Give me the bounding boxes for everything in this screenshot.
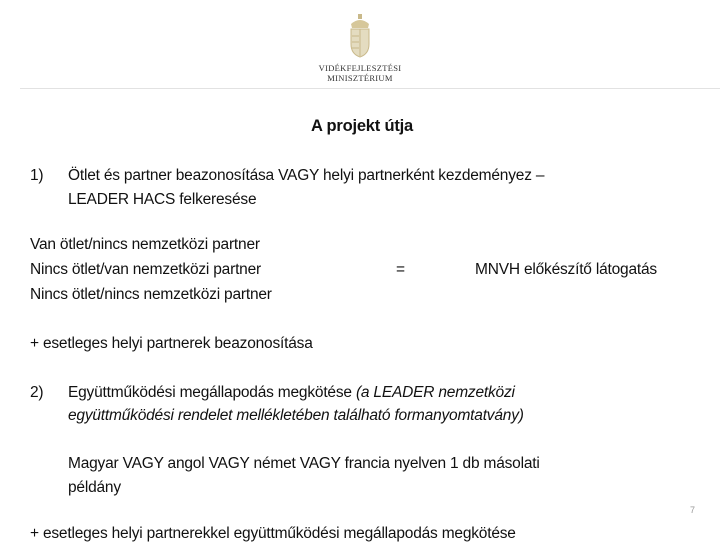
- result-text: MNVH előkészítő látogatás: [475, 261, 657, 278]
- language-note-line2: példány: [68, 479, 121, 496]
- step2-number: 2): [30, 384, 44, 401]
- step1-line1: Ötlet és partner beazonosítása VAGY helyi partnerként kezdeményez –: [68, 167, 545, 184]
- case-1: Van ötlet/nincs nemzetközi partner: [30, 236, 260, 253]
- note-local-agreements: + esetleges helyi partnerekkel együttműködési megállapodás megkötése: [30, 525, 516, 542]
- step2-line1: [68, 381, 515, 405]
- coat-of-arms-icon: [348, 14, 372, 58]
- page-number: 7: [690, 505, 696, 515]
- header-divider: [20, 88, 720, 89]
- logo-line1: VIDÉKFEJLESZTÉSI: [318, 63, 402, 73]
- note-local-partners: + esetleges helyi partnerek beazonosítása: [30, 335, 313, 352]
- ministry-logo: [300, 14, 420, 83]
- slide-title: A projekt útja: [310, 117, 414, 135]
- step1-line2: LEADER HACS felkeresése: [68, 191, 257, 208]
- logo-line2: MINISZTÉRIUM: [327, 73, 393, 83]
- equals-sign: =: [396, 261, 405, 278]
- step1-number: 1): [30, 167, 44, 184]
- step2-line1-normal: Együttműködési megállapodás megkötése: [68, 384, 356, 401]
- case-3: Nincs ötlet/nincs nemzetközi partner: [30, 286, 272, 303]
- step2-line1-italic: (a LEADER nemzetközi: [355, 384, 515, 401]
- case-2: Nincs ötlet/van nemzetközi partner: [30, 261, 261, 278]
- language-note-line1: Magyar VAGY angol VAGY német VAGY francia nyelven 1 db másolati: [68, 455, 540, 472]
- step2-line2: együttműködési rendelet mellékletében található formanyomtatvány): [68, 407, 524, 424]
